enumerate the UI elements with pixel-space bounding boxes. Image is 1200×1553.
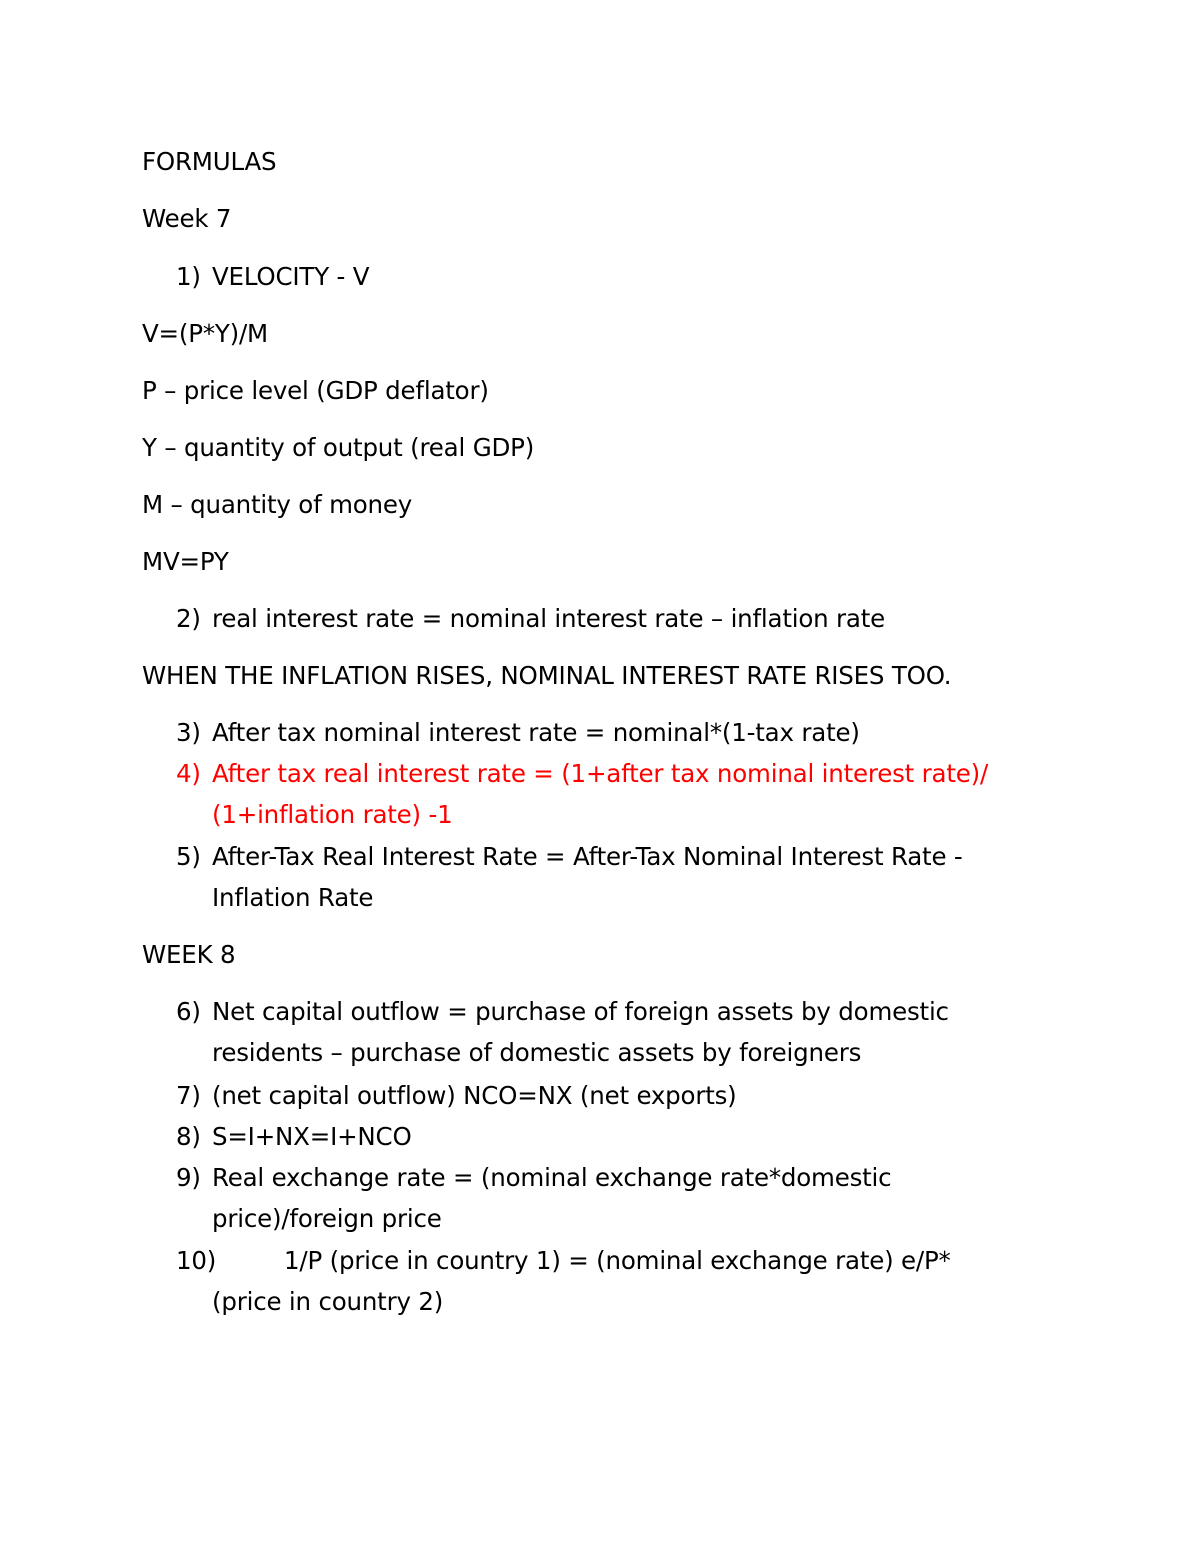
- list-text-line-1: After tax real interest rate = (1+after tax nominal interest rate)/: [212, 759, 989, 788]
- quantity-equation: MV=PY: [142, 547, 229, 576]
- list-number: 10): [176, 1246, 217, 1275]
- list-text-line-1: 1/P (price in country 1) = (nominal exchange rate) e/P*: [284, 1246, 951, 1275]
- list-text-line-2: (price in country 2): [212, 1287, 444, 1316]
- list-text-line-2: residents – purchase of domestic assets by foreigners: [212, 1038, 862, 1067]
- list-number: 2): [176, 604, 201, 633]
- list-text-line-2: Inflation Rate: [212, 883, 374, 912]
- list-text: [212, 1162, 892, 1233]
- list-text: After tax nominal interest rate = nominal*(1-tax rate): [212, 718, 860, 747]
- list-number: 1): [176, 262, 201, 291]
- list-text-line-2: (1+inflation rate) -1: [212, 800, 453, 829]
- list-text: real interest rate = nominal interest rate – inflation rate: [212, 604, 886, 633]
- list-text: (net capital outflow) NCO=NX (net exports): [212, 1081, 737, 1110]
- list-number: 3): [176, 718, 201, 747]
- list-text-line-1: Real exchange rate = (nominal exchange rate*domestic: [212, 1163, 892, 1192]
- y-definition: Y – quantity of output (real GDP): [142, 433, 535, 462]
- list-text: [212, 758, 989, 829]
- list-text-line-1: Net capital outflow = purchase of foreign assets by domestic: [212, 997, 949, 1026]
- list-text-line-2: price)/foreign price: [212, 1204, 442, 1233]
- list-number: 4): [176, 759, 201, 788]
- week7-heading: Week 7: [142, 204, 232, 233]
- list-text: [212, 996, 949, 1067]
- list-text: VELOCITY - V: [212, 262, 370, 291]
- document-title: FORMULAS: [142, 147, 277, 176]
- week8-heading: WEEK 8: [142, 940, 236, 969]
- list-number: 8): [176, 1122, 201, 1151]
- p-definition: P – price level (GDP deflator): [142, 376, 489, 405]
- list-number: 9): [176, 1163, 201, 1192]
- inflation-note: WHEN THE INFLATION RISES, NOMINAL INTEREST RATE RISES TOO.: [142, 661, 952, 690]
- velocity-formula: V=(P*Y)/M: [142, 319, 268, 348]
- list-number: 6): [176, 997, 201, 1026]
- list-text: [212, 841, 963, 912]
- m-definition: M – quantity of money: [142, 490, 413, 519]
- list-text-line-1: After-Tax Real Interest Rate = After-Tax Nominal Interest Rate -: [212, 842, 963, 871]
- list-number: 7): [176, 1081, 201, 1110]
- list-text: S=I+NX=I+NCO: [212, 1122, 412, 1151]
- list-number: 5): [176, 842, 201, 871]
